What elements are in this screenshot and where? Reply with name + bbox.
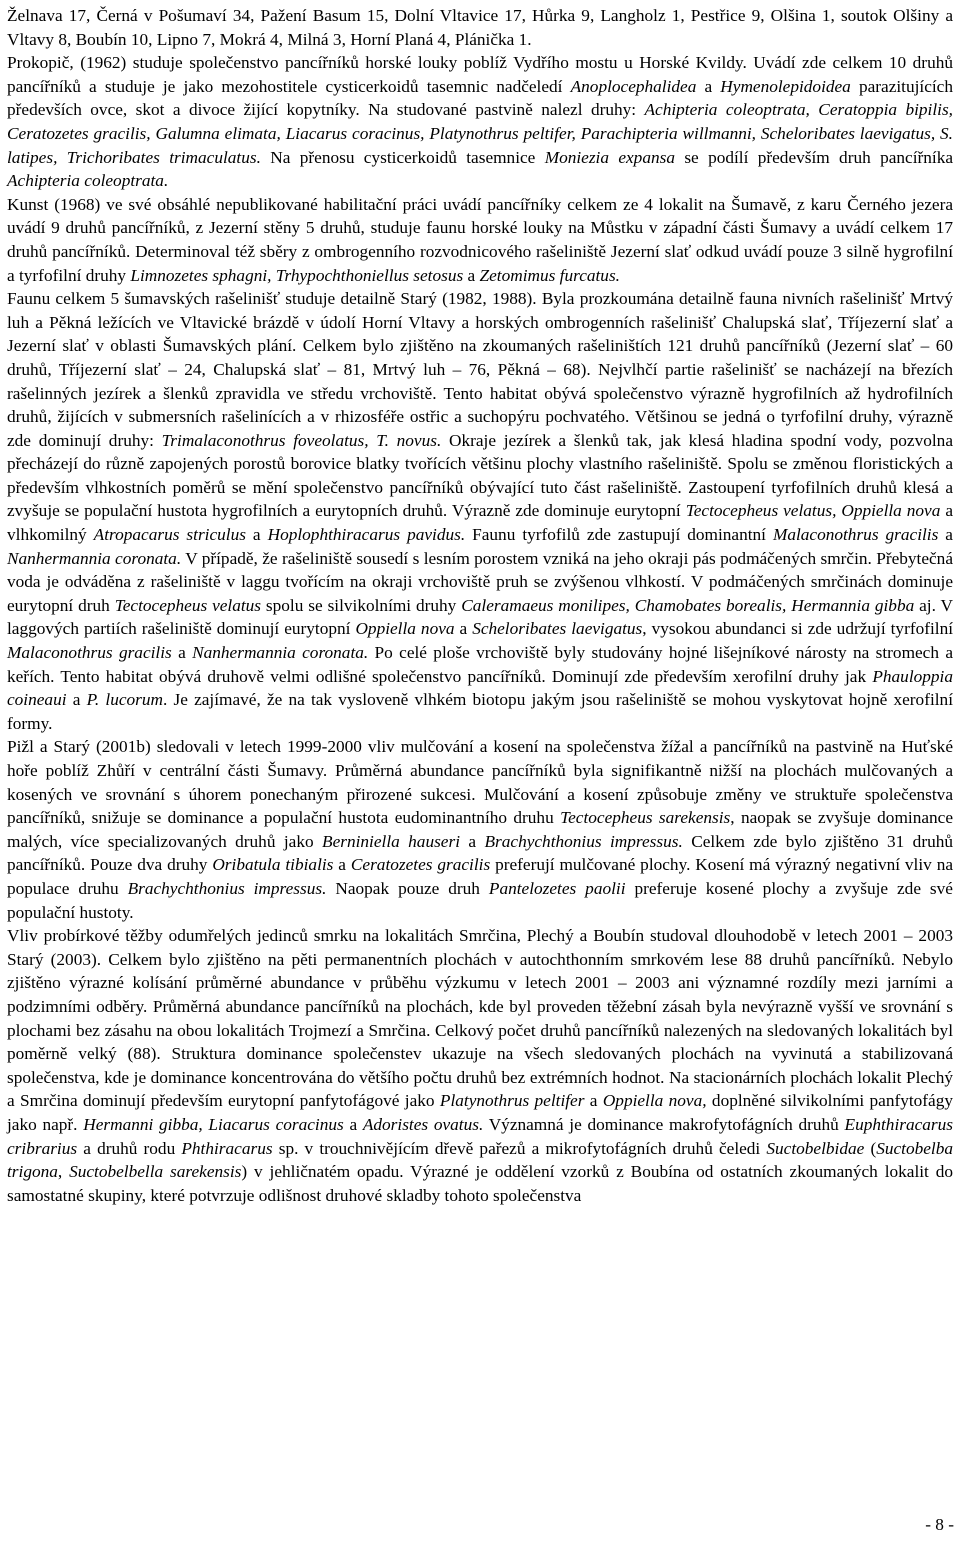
text-run: Okraje jezírek a šlenků tak, jak klesá hladina spodní vody, pozvolna přecházejí do různě zapojených porostů borovice blatky tvořících většinu plochy vlastního rašeliniště. Spolu se změnou floristických a především vlhkostních poměrů se mění společenstvo pancířníků obývající tuto část rašeliniště. Zastoupení tyrfofilních druhů klesá a zvyšuje se populační hustota hygrofilních a eurytopních druhů. Výrazně zde dominuje eurytopní	[7, 430, 953, 521]
text-run: Celkem zde bylo zjištěno 31 druhů pancířníků. Pouze dva druhy	[7, 831, 953, 875]
text-run: a	[460, 831, 485, 851]
italic-taxon-name: Suctobelba trigona	[7, 1138, 953, 1182]
text-run: a	[454, 619, 473, 639]
text-run: Vliv probírkové těžby odumřelých jedinců smrku na lokalitách Smrčina, Plechý a Boubín studoval dlouhodobě v letech 2001 – 2003 Starý (2003). Celkem bylo zjištěno na pěti permanentních plochách v autochthonním smrkovém lese 88 druhů pancířníků. Nebylo zjištěno výrazné kolísání průměrné abundance v průběhu výzkumu v letech 2001 – 2003 ani významné rozdíly mezi jarními a podzimními odběry. Průměrná abundance pancířníků na plochách, kde byl proveden těžební zásah byla nevýrazně vyšší ve srovnání s plochami bez zásahu na obou lokalitách Trojmezí a Smrčina. Celkový počet druhů pancířníků nalezených na sledovaných lokalitách byl poměrně velký (88). Struktura dominance společenstev ukazuje na všech sledovaných plochách na vyvinutá a stabilizovaná společenstva, kde je dominance koncentrována do většího počtu druhů bez extrémních hodnot. Na stacionárních plochách lokalit Plechý a Smrčina dominují především eurytopní panfytofágové jako	[7, 926, 953, 1111]
page-number: - 8 -	[925, 1515, 954, 1534]
italic-taxon-name: Tectocepheus sarekensis	[560, 808, 731, 828]
italic-taxon-name: Tectocepheus velatus, Oppiella nova	[685, 501, 941, 521]
text-run: ,	[57, 1162, 70, 1182]
italic-taxon-name: Achipteria coleoptrata.	[7, 171, 169, 191]
text-run: doplněné silvikolními panfytofágy jako např.	[7, 1091, 954, 1134]
text-run: Želnava 17, Černá v Pošumaví 34, Pažení Basum 15, Dolní Vltavice 17, Hůrka 9, Langholz 1, Pestřice 9, Olšina 1, soutok Olšiny a Vltavy 8, Boubín 10, Lipno 7, Mokrá 4, Milná 3, Horní Planá 4, Plánička 1.	[7, 6, 953, 49]
paragraph-stary-2003	[7, 924, 953, 1207]
text-run: Faunu tyrfofilů zde zastupují dominantní	[465, 525, 773, 545]
text-run: Prokopič, (1962) studuje společenstvo pancířníků horské louky poblíž Vydřího mostu u Horské Kvildy. Uvádí zde celkem 10 druhů pancířníků a studuje je jako mezohostitele cysticerkoidů tasemnic nadčeledí	[7, 53, 953, 96]
text-run: preferuje kosené plochy a zvyšuje zde své populační hustoty.	[7, 878, 953, 922]
italic-taxon-name: Atropacarus striculus	[93, 525, 246, 545]
paragraph-pizl-stary-2001b	[7, 735, 953, 924]
text-run: Naopak pouze druh	[326, 878, 489, 898]
italic-taxon-name: Suctobelbidae	[766, 1138, 865, 1158]
italic-taxon-name: Brachychthonius impressus.	[484, 831, 683, 851]
text-run: spolu se silvikolními druhy	[261, 595, 462, 615]
italic-taxon-name: Tectocepheus velatus	[114, 595, 262, 615]
italic-taxon-name: Malaconothrus gracilis	[7, 643, 172, 663]
italic-taxon-name: Adoristes ovatus.	[362, 1114, 484, 1134]
text-run: (	[864, 1138, 877, 1158]
text-run: Faunu celkem 5 šumavských rašelinišť studuje detailně Starý (1982, 1988). Byla prozkoumána detailně fauna nivních rašelinišť Mrtvý luh a Pěkná ležících ve Vltavické brázdě v údolí Horní Vltavy a horských ombrogenních rašelinišť Chalupská slať, Tříjezerní slať a Jezerní slať v oblasti Šumavských plání. Celkem bylo zjištěno na zkoumaných rašeliništích 121 druhů pancířníků (Jezerní slať – 60 druhů, Tříjezerní slať – 24, Chalupská slať – 81, Mrtvý luh – 76, Pěkná – 68). Nejvlhčí partie rašelinišť se nacházejí na březích rašelinných jezírek a šlenků zpravidla ve středu vrchoviště. Tento habitat obývá společenstvo výrazně hygrofilních až hydrofilních druhů, žijících v submersních rašelinících a v rhizosféře ostřic a suchopýru pochvatého. Většinou se jedná o tyrfofilní druhy, výrazně zde dominují druhy:	[7, 289, 953, 450]
text-run: . Je zajímavé, že na tak vysloveně vlhkém biotopu jakým jsou rašeliniště se mohou vyskytovat hojně xerofilní formy.	[7, 690, 953, 733]
text-run: a vlhkomilný	[7, 501, 954, 545]
italic-taxon-name: Hermanni gibba, Liacarus coracinus	[83, 1114, 344, 1134]
italic-taxon-name: Phauloppia coineaui	[7, 666, 953, 710]
italic-taxon-name: Scheloribates laevigatus	[472, 619, 643, 639]
text-run: a	[938, 525, 953, 545]
text-run: Pižl a Starý (2001b) sledovali v letech 1999-2000 vliv mulčování a kosení na společenstva žížal a pancířníků na pastvině na Huťské hoře poblíž Zhůří v centrální části Šumavy. Průměrná abundance pancířníků byla signifikantně nižší na plochách mulčovaných a kosených ve srovnání s úhorem ponechaným přirozené sukcesi. Mulčování a kosení způsobuje změny ve struktuře společenstva pancířníků, snižuje se dominance a populační hustota eudominantního druhu	[7, 737, 953, 828]
italic-taxon-name: Berniniella hauseri	[322, 831, 461, 851]
text-run: a druhů rodu	[77, 1138, 182, 1158]
italic-taxon-name: Pantelozetes paolii	[488, 878, 626, 898]
italic-taxon-name: Achipteria coleoptrata, Ceratoppia bipilis, Ceratozetes gracilis, Galumna elimata, Liacarus coracinus, Platynothrus peltifer, Parachipteria willmanni, Scheloribates laevigatus, S. latipes, Trichoribates trimaculatus.	[7, 100, 953, 167]
text-run: Kunst (1968) ve své obsáhlé nepublikované habilitační práci uvádí pancířníky celkem ze 4 lokalit na Šumavě, z karu Černého jezera uvádí 9 druhů pancířníků, z Jezerní stěny 5 druhů, studuje faunu horské louky na Můstku v západní části Šumavy a uvádí celkem 17 druhů pancířníků. Determinoval též sběry z ombrogenního rozvodnicového rašeliniště Jezerní slať odkud uvádí pouze 3 silně hygrofilní a tyrfofilní druhy	[7, 194, 953, 285]
text-run: a	[584, 1091, 603, 1111]
text-run: preferují mulčované plochy. Kosení má výrazný negativní vliv na populace druhu	[7, 855, 954, 898]
italic-taxon-name: Oppiella nova,	[602, 1091, 707, 1111]
italic-taxon-name: Hoplophthiracarus pavidus.	[267, 525, 466, 545]
italic-taxon-name: Oppiella nova	[355, 619, 455, 639]
text-run: V případě, že rašeliniště sousedí s lesním porostem vzniká na jeho okraji pás podmáčených smrčin. Přebytečná voda je odváděna z rašeliniště v laggu tvořícím na okraji vrchoviště pruh se zvýšenou vlhkostí. V podmáčených smrčinách dominuje eurytopní druh	[7, 548, 953, 615]
text-run: sp. v trouchnivějícím dřevě pařezů a mikrofytofágních druhů čeledi	[272, 1138, 767, 1158]
italic-taxon-name: Phthiracarus	[181, 1138, 273, 1158]
italic-taxon-name: Limnozetes sphagni, Trhypochthoniellus setosus	[130, 265, 464, 285]
text-run: aj. V laggových partiích rašeliniště dominují eurytopní	[7, 595, 953, 639]
italic-taxon-name: Nanhermannia coronata.	[192, 643, 369, 663]
italic-taxon-name: Zetomimus furcatus.	[479, 265, 620, 285]
italic-taxon-name: Malaconothrus gracilis	[772, 525, 939, 545]
italic-taxon-name: Hymenolepidoidea	[720, 76, 851, 96]
text-run: a	[333, 855, 351, 875]
italic-taxon-name: Moniezia expansa	[544, 147, 675, 167]
text-run: , naopak se zvyšuje dominance malých, více specializovaných druhů jako	[7, 808, 953, 851]
italic-taxon-name: Caleramaeus monilipes, Chamobates borealis, Hermannia gibba	[461, 595, 915, 615]
text-run: a	[66, 690, 87, 710]
italic-taxon-name: Ceratozetes gracilis	[350, 855, 491, 875]
text-run: parazitujících předevších ovce, skot a divoce žijící kopytníky. Na studované pastvině nalezl druhy:	[7, 76, 953, 120]
italic-taxon-name: Nanhermannia coronata.	[7, 548, 182, 568]
text-run: a	[696, 76, 721, 96]
text-run: a	[343, 1114, 363, 1134]
italic-taxon-name: Brachychthonius impressus.	[127, 878, 327, 898]
paragraph-stary-peatbogs	[7, 287, 953, 735]
document-body	[7, 4, 953, 1207]
paragraph-localities	[7, 4, 953, 51]
italic-taxon-name: Trimalaconothrus foveolatus, T. novus.	[161, 430, 442, 450]
paragraph-prokopic-1962	[7, 51, 953, 193]
text-run: se podílí především druh pancířníka	[674, 147, 954, 167]
italic-taxon-name: Oribatula tibialis	[212, 855, 334, 875]
italic-taxon-name: P. lucorum	[86, 690, 163, 710]
text-run: a	[171, 643, 193, 663]
text-run: a	[245, 525, 268, 545]
text-run: Na přenosu cysticerkoidů tasemnice	[260, 147, 545, 167]
text-run: , vysokou abundanci si zde udržují tyrfofilní	[642, 619, 954, 639]
italic-taxon-name: Suctobelbella sarekensis	[69, 1162, 242, 1182]
italic-taxon-name: Platynothrus peltifer	[439, 1091, 585, 1111]
text-run: Významná je dominance makrofytofágních druhů	[483, 1114, 845, 1134]
text-run: ) v jehličnatém opadu. Výrazné je oddělení vzorků z Boubína od ostatních zkoumaných lokalit do samostatné skupiny, které potvrzuje odlišnost druhové skladby tohoto společenstva	[7, 1162, 954, 1205]
italic-taxon-name: Anoplocephalidea	[570, 76, 697, 96]
text-run: a	[463, 265, 480, 285]
paragraph-kunst-1968	[7, 193, 953, 287]
italic-taxon-name: Euphthiracarus cribrarius	[7, 1114, 954, 1158]
text-run: Po celé ploše vrchoviště byly studovány hojné lišejníkové nárosty na stromech a keřích. Tento habitat obývá druhově velmi odlišné společenstvo pancířníků. Dominují zde především xerofilní druhy jak	[7, 643, 954, 686]
